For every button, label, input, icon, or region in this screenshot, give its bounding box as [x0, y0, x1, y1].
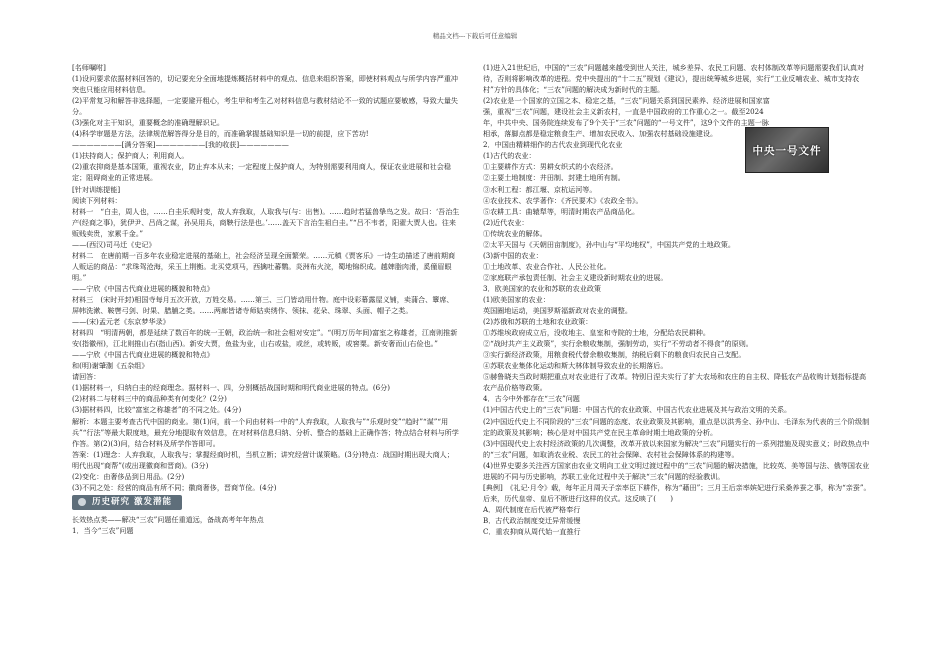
paragraph: ①苏维埃政府成立后，没收地主、皇室和寺院的土地，分配给农民耕种。 [483, 328, 710, 338]
paragraph: (1)扶持商人；保护商人；利用商人。 [72, 151, 189, 161]
paragraph: ②主要土地制度：井田制、封建土地所有制。 [483, 173, 625, 183]
paragraph: ———————[满分答案]———————[我的收获]——————— [72, 140, 289, 150]
section-banner [72, 495, 182, 510]
paragraph: 英国圈地运动，美国罗斯福新政对农业的调整。 [483, 306, 632, 316]
paragraph: ②家庭联产承包责任制、社会主义建设新时期农业的进展。 [483, 272, 668, 282]
paragraph: A．周代制度在后代被严格奉行 [483, 504, 581, 514]
paragraph: 材料二 在唐前期一百多年农业稳定进展的基础上，社会经济呈现全面繁荣。……元稹《贾客乐》一诗生动描述了唐前期商人贩运的商品：“求珠驾沧海，采玉上荆衡。北买党项马，西擒吐蕃鹦。炎洲布火浣，蜀地锦织成。越婢脂肉滑，奚僮眉眼明。” [72, 250, 456, 282]
paragraph: (2)变化：由奢侈品到日用品。(2分) [72, 471, 185, 481]
paragraph: 和(明)谢肇淛《五杂组》 [72, 361, 149, 371]
paragraph: ——(西汉)司马迁《史记》 [72, 239, 156, 249]
paragraph: (2)农业是一个国家的立国之本、稳定之基，“三农”问题关系到国民素养、经济进展和国家富强，重视“三农”问题，建设社会主义新农村，一直是中国政府的工作重心之一。截至2024年，中共中央、国务院连续发布了9个关于“三农”问题的“一号文件”，这9个文件的主题一脉相承，落脚点都是稳定粮食生产、增加农民收入、加强农村基础设施建设。 [483, 96, 770, 139]
paragraph: (1)设问要求依据材料回答的，切记要充分全面地提炼概括材料中的观点、信息来组织答案，即使材料观点与所学内容严重冲突也只能应用材料信息。 [72, 74, 459, 95]
paragraph: (1)据材料一，归纳白圭的经商理念。据材料一、四，分别概括战国时期和明代商业进展的特点。(6分) [72, 383, 391, 393]
paragraph: (2)中国近代史上不同阶段的“三农”问题的态度、农业政策及其影响，重点是以洪秀全、孙中山、毛泽东为代表的三个阶级制定的政策及其影响；核心是对中国共产党在民主革命时期土地政策的分析。 [483, 416, 870, 437]
paragraph: ②“战时共产主义政策”，实行余粮收集制，强制劳动，实行“不劳动者不得食”的原则。 [483, 339, 753, 349]
paragraph: (3)不同之处：经营的商品有所不同；徽商奢侈，晋商节俭。(4分) [72, 482, 277, 492]
paragraph: (1)古代的农业： [483, 151, 536, 161]
photo-caption: 中央一号文件 [752, 144, 822, 157]
left-text-block [72, 62, 460, 493]
left-tail-block [72, 514, 460, 536]
paragraph: ①主要耕作方式：男耕女织式的小农经济。 [483, 162, 618, 172]
paragraph: ①土地改革、农业合作社、人民公社化。 [483, 261, 611, 271]
right-top-block [483, 62, 871, 95]
paragraph: 4．古今中外都存在“三农”问题 [483, 394, 580, 404]
paragraph: ④农业技术、农学著作：《齐民要术》《农政全书》。 [483, 195, 643, 205]
paragraph: 材料一 “白圭，周人也，……白圭乐观时变，故人弃我取，人取我与(与：出售)。……趋时若猛兽挚鸟之发。故曰：‘吾治生产(经商之事)，犹伊尹、吕尚之谋，孙吴用兵，商鞅行法是也。’……盖天下言治生祖白圭。”“吕不韦者，阳翟大贾人也。往来贩贱卖贵，家累千金。” [72, 206, 460, 238]
paragraph: (3)新中国的农业： [483, 250, 543, 260]
paragraph: (1)中国古代史上的“三农”问题：中国古代的农业政策、中国古代农业进展及其与政治文明的关系。 [483, 405, 792, 415]
paragraph: B．古代政治制度变迁异常缓慢 [483, 515, 581, 525]
paragraph: 长效热点类——解决“三农”问题任重道远，备战高考年年热点 [72, 514, 264, 524]
paragraph: (2)近代农业： [483, 217, 529, 227]
paragraph: (3)中国现代史上农村经济政策的几次调整，改革开放以来国家为解决“三农”问题实行的一系列措施及现实意义；时政热点中的“三农”问题，如取消农业税、农民工的社会保障、农村社会保障体系的构建等。 [483, 438, 870, 459]
paragraph: (2)材料二与材料三中的商品种类有何变化？(2分) [72, 394, 227, 404]
paragraph: 解析：本题主要考查古代中国的商业。第(1)问，前一个问由材料一中的“人弃我取，人取我与”“乐观时变”“趋时”“谋”“用兵”“行法”等最大限度地，最充分地提取有效信息，在对材料信息归纳、分析、整合的基础上正确作答；特点结合材料与所学作答。第(2)(3)问，结合材料及所学作答即可。 [72, 416, 459, 448]
paragraph: ④苏联农业集体化运动和斯大林体制导致农业的长期落后。 [483, 361, 668, 371]
banner-label: 历史研究 激发潜能 [92, 496, 172, 507]
paragraph: (2)重农抑商是基本国策，重视农业，防止弃本从末；一定程度上保护商人，为特别需要利用商人，保证农业进展和社会稳定；阻碍商业的正常进展。 [72, 162, 451, 183]
paragraph: 答案：(1)理念：人弃我取，人取我与；掌握经商时机，当机立断；讲究经营计谋策略。(3分)特点：战国时期出现大商人；明代出现“商帮”(或出现徽商和晋商)。(3分) [72, 449, 454, 470]
banner-icon [78, 498, 86, 506]
left-column [72, 62, 460, 536]
paragraph: 材料四 “明清两朝，都是延续了数百年的统一王朝，政治统一和社会相对安定”。“(明万历年间)富室之称雄者，江南则推新安(指徽州)，江北则推山右(指山西)。新安大贾，鱼盐为业，山右或盐，或丝，或转贩，或窖粟。新安奢而山右俭也。” [72, 328, 458, 349]
paragraph: (3)强化对主干知识，重要概念的准确理解识记。 [72, 118, 224, 128]
paragraph: 3．欧美国家的农业和苏联的农业政策 [483, 283, 602, 293]
page-header: 精品文档---下载后可任意编辑 [432, 32, 518, 40]
paragraph: [针对训练提能] [72, 184, 121, 194]
paragraph: (4)科学审题是方法，法律规范解答得分是目的，而准确掌握基础知识是一切的前提，应下苦功! [72, 129, 369, 139]
paragraph: ②太平天国与《天朝田亩制度》，孙中山与“平均地权”，中国共产党的土地政策。 [483, 239, 735, 249]
paragraph: ⑤农耕工具：曲辕犁等，明清时期农产品商品化。 [483, 206, 640, 216]
paragraph: [典例] 《礼记·月令》载，每年正月周天子亲率臣下耕作，称为“藉田”；三月王后亲率嫔妃进行采桑养蚕之事，称为“亲蚕”。后来，历代皇帝、皇后不断进行这样的仪式。这反映了( ) [483, 482, 871, 503]
paragraph: 材料三 (宋时开封)相国寺每月五次开放，万姓交易。……第三、三门皆动用什物。庭中设彩幕露屋义铺，卖蒲合、簟席、屏帏洗漱、鞍辔弓剑、时果、腊脯之类。……两廊皆诸寺师姑卖绣作、领抹、花朵、珠翠、头面、帽子之类。 [72, 294, 454, 316]
paragraph: (2)苏俄和苏联的土地和农业政策： [483, 317, 593, 327]
paragraph: ③水利工程：都江堰、京杭运河等。 [483, 184, 597, 194]
central-document-photo [745, 127, 829, 173]
paragraph: (1)欧美国家的农业： [483, 294, 550, 304]
paragraph: ——宁欣《中国古代商业进展的概貌和特点》 [72, 283, 214, 293]
right-text-block [483, 139, 871, 537]
paragraph: 阅读下列材料： [72, 195, 122, 205]
paragraph: (1)进入21世纪后，中国的“三农”问题越来越受到世人关注，城乡差异、农民工问题、农村体制改革等问题需要我们认真对待，否则将影响改革的进程。党中央提出的“十二五”规划《建议》，提出统筹城乡进展，实行“工业反哺农业、城市支持农村”方针的具体化；“三农”问题的解决成为新时代的主题。 [483, 63, 865, 95]
paragraph: ⑤赫鲁晓夫当政时期把重点对农业进行了改革。特别日涅夫实行了扩大农场和农庄的自主权、降低农产品收购计划指标提高农产品价格等政策。 [483, 372, 867, 393]
paragraph: ①传统农业的解体。 [483, 228, 547, 238]
paragraph: 2．中国由精耕细作的古代农业到现代化农业 [483, 140, 623, 150]
paragraph: (3)据材料四，比较“富室之称雄者”的不同之处。(4分) [72, 405, 242, 415]
paragraph: 1．当今“三农”问题 [72, 525, 134, 535]
paragraph: ——宁欣《中国古代商业进展的概貌和特点》 [72, 350, 214, 360]
paragraph: (4)世界史要多关注西方国家由农业文明向工业文明过渡过程中的“三农”问题的解决措施，比较英、美等国与法、俄等国农业进展的不同与历史影响，苏联工业化过程中关于解决“三农”问题的经验教训。 [483, 460, 870, 481]
paragraph: ——(宋)孟元老《东京梦华录》 [72, 317, 170, 327]
paragraph: ③实行新经济政策，用粮食税代替余粮收集制，纳税后剩下的粮食归农民自己支配。 [483, 350, 746, 360]
paragraph: 请回答： [72, 372, 101, 382]
paragraph: (2)平常复习和解答非选择题，一定要避开粗心，考生甲和考生乙对材料信息与教材结论不一致的试题应要敏感，导致大量失分。 [72, 96, 459, 117]
paragraph: C．重农抑商从周代始一直推行 [483, 526, 581, 536]
paragraph: [名师嘱咐] [72, 63, 106, 72]
